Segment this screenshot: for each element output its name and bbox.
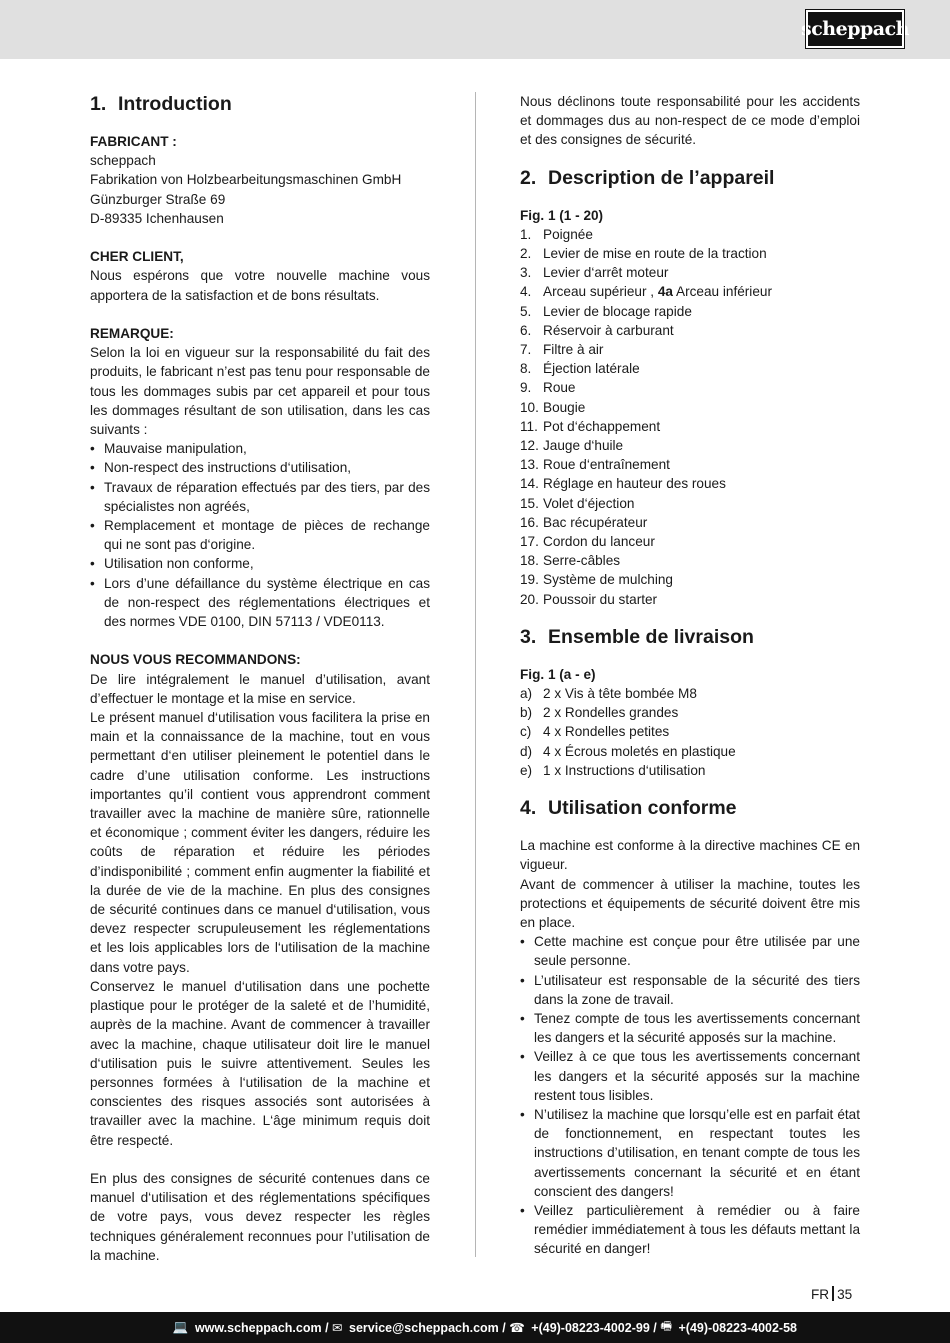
page-number [811,1286,852,1302]
list-item: 11. Pot d‘échappement [520,418,661,434]
client-paragraph: Nous espérons que votre nouvelle machine vous apportera de la satisfaction et de bons résultats. [90,268,430,303]
computer-icon: 💻 [172,1320,189,1334]
list-item: 12. Jauge d‘huile [520,438,624,454]
list-item: 1. Poignée [520,226,593,242]
list-item: b) 2 x Rondelles grandes [520,705,679,721]
list-item: • Cette machine est conçue pour être utilisée par une seule personne. [520,932,860,970]
list-item: • Utilisation non conforme, [90,554,430,573]
list-item: 16. Bac récupérateur [520,514,648,530]
language-code: FR [811,1287,830,1302]
recommend-paragraph-3: Conservez le manuel d‘utilisation dans une pochette plastique pour le protéger de la saleté et de l’humidité, auprès de la machine. Avant de commencer à travailler avec la machine, chaque utilisateur doit lire le manuel d‘utilisation puis le suivre attentivement. Seules les personnes formées à l‘utilisation de la machine et conscientes des risques associés sont autorisées à travailler avec la machine. L‘âge minimum requis doit être respecté. [90,978,430,1148]
section-2-heading: 2. Description de l’appareil [520,166,775,189]
list-item: • Lors d’une défaillance du système électrique en cas de non-respect des réglementations électriques et des normes VDE 0100, DIN 57113 / VDE0113. [90,574,430,632]
parts-list [520,225,860,609]
phone-icon: ☎ [509,1321,525,1335]
list-item: 10. Bougie [520,399,586,415]
recommend-paragraph-1: De lire intégralement le manuel d’utilisation, avant d’effectuer le montage et la mise en service. [90,671,430,706]
liability-paragraph: Nous déclinons toute responsabilité pour les accidents et dommages dus au non-respect de ce mode d’emploi et des consignes de sécurité. [520,94,860,148]
section-1-heading: 1. Introduction [90,93,232,115]
list-item: e) 1 x Instructions d‘utilisation [520,762,706,778]
list-item: 17. Cordon du lanceur [520,534,655,550]
client-label: CHER CLIENT, [90,249,184,265]
remark-paragraph: Selon la loi en vigueur sur la responsabilité du fait des produits, le fabricant n’est pas tenu pour responsable de tous les dommages subis par cet appareil et pour tous les dommages résultant de son utilisation, dans les cas suivants : [90,345,430,438]
manufacturer-label: FABRICANT : [90,134,177,149]
manufacturer-address: scheppach Fabrikation von Holzbearbeitungsmaschinen GmbH Günzburger Straße 69 D-89335 Ichenhausen [90,153,402,226]
list-item: • N’utilisez la machine que lorsqu’elle est en parfait état de fonctionnement, en respectant toutes les instructions d’utilisation, en tenant compte de tous les avertissements concernant la sécurité et en étant conscient des dangers! [520,1105,860,1201]
list-item: 20. Poussoir du starter [520,591,658,607]
list-item: 14. Réglage en hauteur des roues [520,476,726,492]
list-item: • Mauvaise manipulation, [90,439,430,458]
safety-paragraph: Avant de commencer à utiliser la machine, toutes les protections et équipements de sécurité doivent être mis en place. [520,876,860,930]
right-column [520,92,860,1259]
usage-list [520,932,860,1258]
recommend-label: NOUS VOUS RECOMMANDONS: [90,652,301,668]
list-item: 15. Volet d‘éjection [520,495,635,511]
remark-list [90,439,430,631]
header-bar [0,0,950,59]
list-item: • Veillez à ce que tous les avertissements concernant les dangers et la sécurité apposés sur la machine restent tous lisibles. [520,1047,860,1105]
list-item: 18. Serre-câbles [520,553,621,569]
email-link[interactable]: service@scheppach.com / [349,1320,506,1335]
list-item: • Travaux de réparation effectués par des tiers, par des spécialistes non agréés, [90,478,430,516]
list-item: d) 4 x Écrous moletés en plastique [520,743,736,759]
list-item: • L’utilisateur est responsable de la sécurité des tiers dans la zone de travail. [520,971,860,1009]
remark-label: REMARQUE: [90,326,174,341]
list-item: 6. Réservoir à carburant [520,322,674,338]
list-item: 9. Roue [520,380,576,396]
footer-bar [0,1312,950,1343]
list-item: 4. Arceau supérieur , 4a Arceau inférieur [520,284,772,300]
column-divider [475,92,476,1257]
final-paragraph: En plus des consignes de sécurité contenues dans ce manuel d‘utilisation et des réglementations spécifiques de votre pays, vous devez respecter les règles techniques généralement reconnues pour l’utilisation de la machine. [90,1170,430,1263]
figure-1b-label: Fig. 1 (a - e) [520,666,596,682]
section-4-heading: 4. Utilisation conforme [520,797,737,820]
list-item: 19. Système de mulching [520,572,673,588]
list-item: a) 2 x Vis à tête bombée M8 [520,686,697,702]
page-number-value: 35 [837,1287,853,1302]
list-item: 13. Roue d‘entraînement [520,457,670,473]
list-item: 7. Filtre à air [520,342,604,358]
list-item: 5. Levier de blocage rapide [520,303,692,319]
list-item: c) 4 x Rondelles petites [520,724,670,740]
website-link[interactable]: www.scheppach.com / [194,1320,329,1335]
list-item: • Veillez particulièrement à remédier ou à faire remédier immédiatement à tous les défauts mettant la sécurité en danger! [520,1201,860,1259]
recommend-paragraph-2: Le présent manuel d‘utilisation vous facilitera la prise en main et la connaissance de la machine, tout en vous permettant d‘en utiliser pleinement le potentiel dans le cadre d’une utilisation conforme. Les instructions importantes qu’il contient vous apprendront comment travailler avec la machine de manière sûre, rationnelle et économique ; comment éviter les dangers, réduire les coûts de réparation et réduire les périodes d’indisponibilité ; comment enfin augmenter la fiabilité et la durée de vie de la machine. En plus des consignes de sécurité continues dans ce manuel d‘utilisation, vous devez respecter scrupuleusement les réglementations et les lois applicables lors de l‘utilisation de la machine dans votre pays. [90,710,430,975]
conformity-paragraph: La machine est conforme à la directive machines CE en vigueur. [520,838,860,873]
list-item: • Remplacement et montage de pièces de rechange qui ne sont pas d‘origine. [90,516,430,554]
list-item: • Tenez compte de tous les avertissements concernant les dangers et la sécurité apposés sur la machine. [520,1009,860,1047]
list-item: 2. Levier de mise en route de la traction [520,246,767,262]
fax-icon: 🖷 [660,1319,673,1333]
scheppach-logo: scheppach [806,10,904,48]
list-item: 8. Éjection latérale [520,361,640,377]
fax-number: +(49)-08223-4002-58 [678,1320,797,1335]
list-item: 3. Levier d‘arrêt moteur [520,265,669,281]
list-item: • Non-respect des instructions d‘utilisation, [90,458,430,477]
mail-icon: ✉ [332,1321,343,1335]
delivery-list [520,684,860,780]
phone-number: +(49)-08223-4002-99 / [531,1320,657,1335]
figure-1-label: Fig. 1 (1 - 20) [520,207,604,223]
section-3-heading: 3. Ensemble de livraison [520,625,754,648]
left-column [90,92,430,1265]
